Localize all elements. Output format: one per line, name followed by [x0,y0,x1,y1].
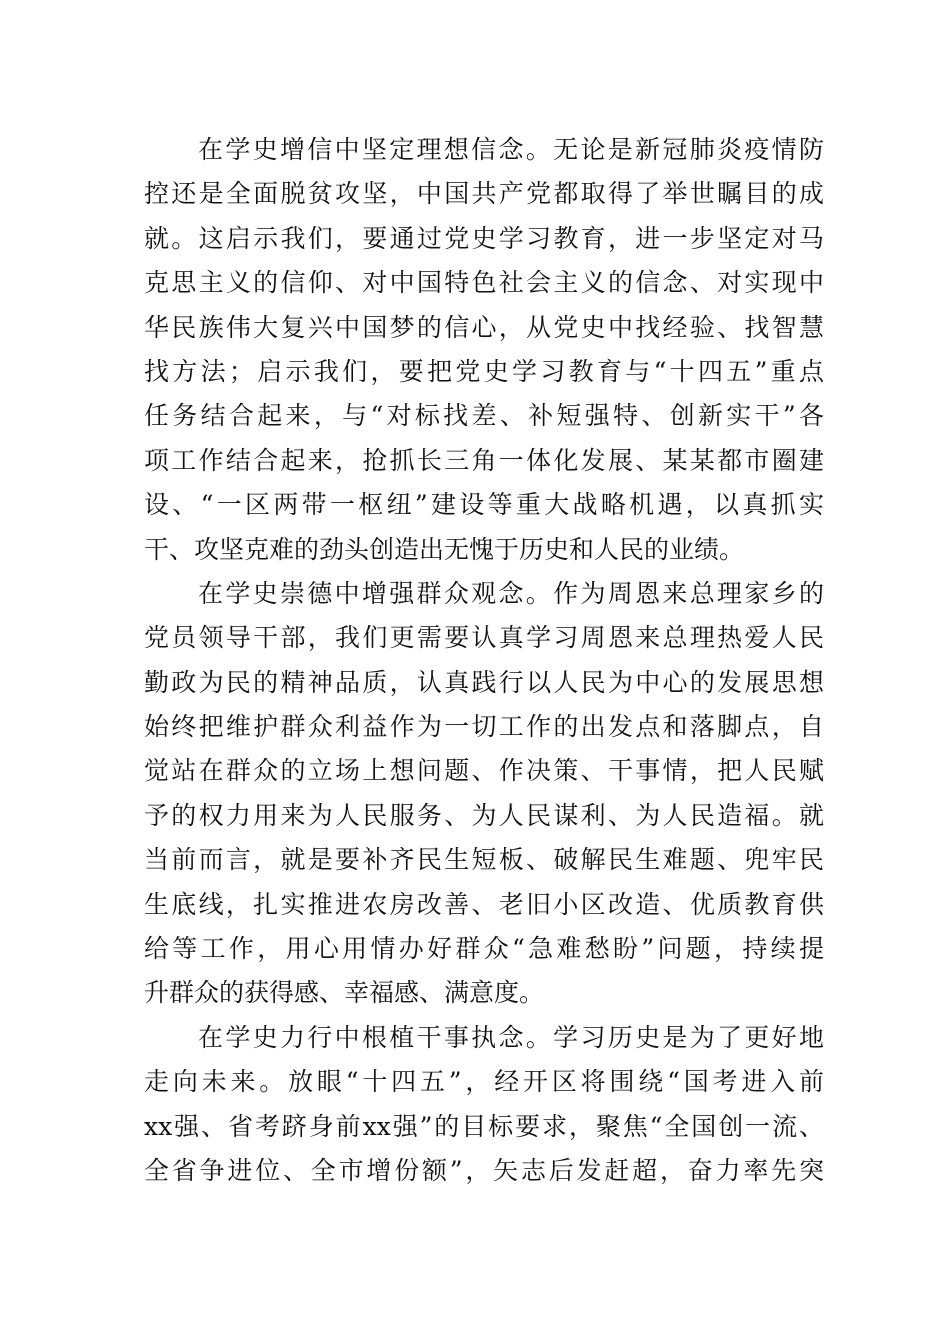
paragraph-1-line-3: 就。这启示我们，要通过党史学习教育，进一步坚定对马 [144,223,824,253]
paragraph-2-line-6: 予的权力用来为人民服务、为人民谋利、为人民造福。就 [144,800,824,830]
paragraph-1-line-5: 华民族伟大复兴中国梦的信心，从党史中找经验、找智慧 [144,312,824,342]
paragraph-1-line-6: 找方法；启示我们，要把党史学习教育与“十四五”重点 [144,356,824,386]
paragraph-2-line-4: 始终把维护群众利益作为一切工作的出发点和落脚点，自 [144,712,824,742]
paragraph-1-line-10: 干、攻坚克难的劲头创造出无愧于历史和人民的业绩。 [144,534,745,564]
paragraph-1-line-2: 控还是全面脱贫攻坚，中国共产党都取得了举世瞩目的成 [144,179,824,209]
paragraph-1-line-4: 克思主义的信仰、对中国特色社会主义的信念、对实现中 [144,268,824,298]
paragraph-2-line-5: 觉站在群众的立场上想问题、作决策、干事情，把人民赋 [144,756,824,786]
paragraph-2-line-8: 生底线，扎实推进农房改善、老旧小区改造、优质教育供 [144,889,824,919]
document-body [144,128,824,1193]
paragraph-2-line-10: 升群众的获得感、幸福感、满意度。 [144,978,545,1008]
paragraph-2-line-1: 在学史崇德中增强群众观念。作为周恩来总理家乡的 [198,578,824,608]
paragraph-1-line-1: 在学史增信中坚定理想信念。无论是新冠肺炎疫情防 [198,135,824,164]
paragraph-3-line-1: 在学史力行中根植干事执念。学习历史是为了更好地 [198,1022,824,1052]
paragraph-1-line-7: 任务结合起来，与“对标找差、补短强特、创新实干”各 [144,401,824,431]
paragraph-2-line-7: 当前而言，就是要补齐民生短板、破解民生难题、兜牢民 [144,845,824,875]
paragraph-3-line-2: 走向未来。放眼“十四五”，经开区将围绕“国考进入前 [144,1067,824,1097]
paragraph-2-line-9: 给等工作，用心用情办好群众“急难愁盼”问题，持续提 [144,934,824,964]
paragraph-3-line-4: 全省争进位、全市增份额”，矢志后发赶超，奋力率先突 [144,1155,824,1185]
paragraph-1-line-9: 设、“一区两带一枢纽”建设等重大战略机遇，以真抓实 [144,490,824,520]
paragraph-3-line-3: xx强、省考跻身前xx强”的目标要求，聚焦“全国创一流、 [144,1111,824,1141]
paragraph-2-line-2: 党员领导干部，我们更需要认真学习周恩来总理热爱人民 [144,623,824,653]
paragraph-2-line-3: 勤政为民的精神品质，认真践行以人民为中心的发展思想 [144,667,824,697]
paragraph-1-line-8: 项工作结合起来，抢抓长三角一体化发展、某某都市圈建 [144,445,824,475]
